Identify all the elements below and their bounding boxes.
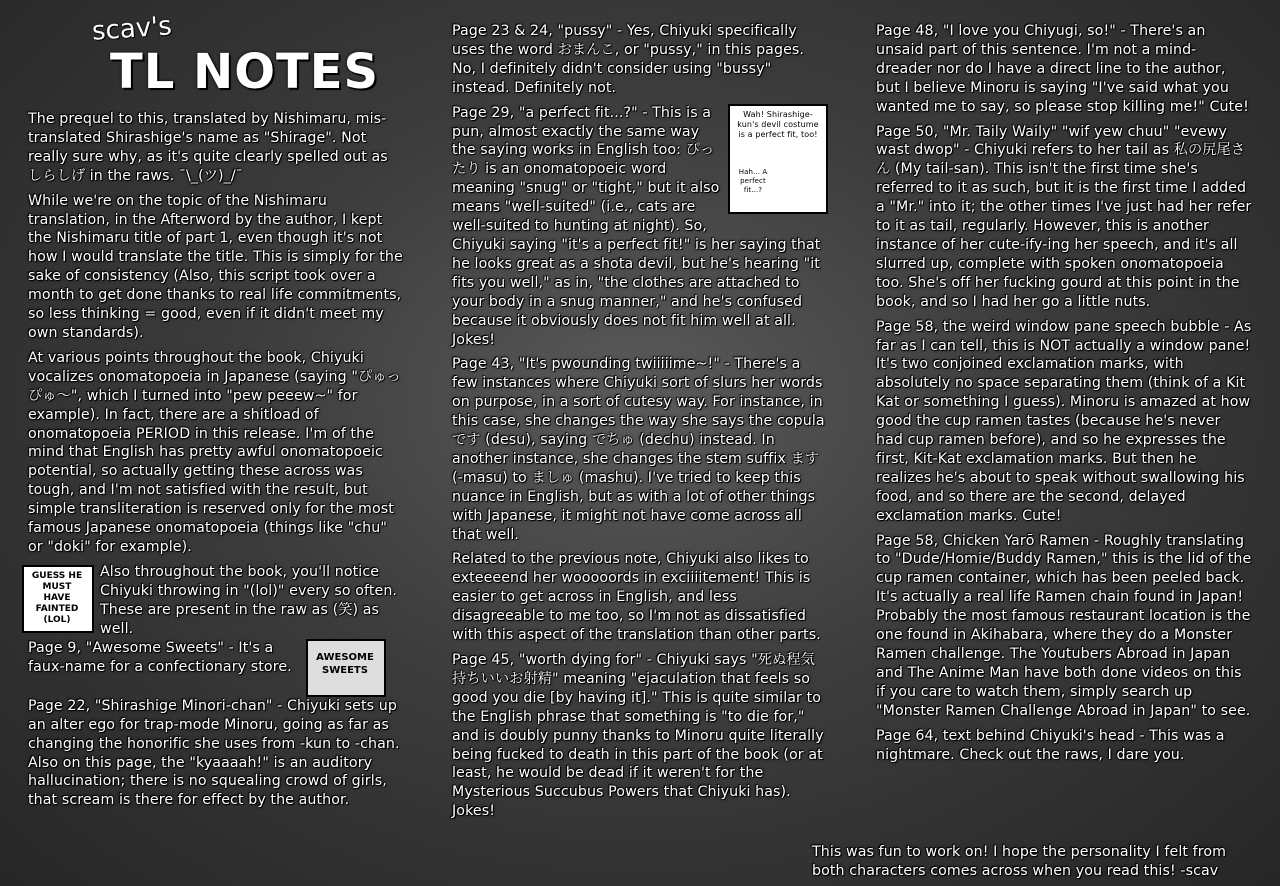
closing-note: This was fun to work on! I hope the personality I felt from both characters comes across when you read this! -scav: [812, 844, 1227, 879]
note-nishimaru-title: While we're on the topic of the Nishimaru translation, in the Afterword by the author, I kept the Nishimaru title of part 1, even though it's not how I would translate the title. This is simply for the sake of consistency (Also, this script took over a month to get done thanks to real life commitments, so less thinking = good, even if it didn't meet my own standards).: [28, 192, 403, 341]
note-page-9: Page 9, "Awesome Sweets" - It's a faux-name for a confectionary store.: [28, 639, 292, 675]
note-page-45: Page 45, "worth dying for" - Chiyuki says "死ぬ程気持ちいいお射精" meaning "ejaculation that feels so good you die [by having it]." This is quite similar to the English phrase that something is "to die for," and is doubly punny thanks to Minoru quite literally being fucked to death in this part of the book (or at least, he would be dead if it weren't for the Mysterious Succubus Powers that Chiyuki has). Jokes!: [452, 652, 824, 820]
note-page-22: Page 22, "Shirashige Minori-chan" - Chiyuki sets up an alter ego for trap-mode Minoru, going as far as changing the honorific she uses from -kun to -chan. Also on this page, the "kyaaaah!" is an auditory hallucination; there is no squealing crowd of girls, that scream is there for effect by the author.: [28, 697, 400, 809]
note-page-58-ramen: Page 58, Chicken Yarō Ramen - Roughly translating to "Dude/Homie/Buddy Ramen," this is the lid of the cup ramen container, which has been peeled back. It's actually a real life Ramen chain found in Japan! Probably the most famous restaurant location is the one found in Akihabara, where they do a Monster Ramen challenge. The Youtubers Abroad in Japan and The Anime Man have both done videos on this if you care to watch them, simply search up "Monster Ramen Challenge Abroad in Japan" to see.: [876, 532, 1252, 719]
header-subtitle: scav's: [91, 11, 173, 47]
column-3: [876, 22, 1252, 770]
note-onomatopoeia: At various points throughout the book, Chiyuki vocalizes onomatopoeia in Japanese (saying "ぴゅっぴゅ〜", which I turned into "pew peeew~" for example). In fact, there are a shitload of onomatopoeia PERIOD in this release. I'm of the mind that English has pretty awful onomatopoeic potential, so actually getting these across was tough, and I'm not satisfied with the result, but simple transliteration is reserved only for the most famous Japanese onomatopoeia (things like "chu" or "doki" for example).: [28, 349, 401, 555]
perfect-fit-small-bubble: Hah... A perfect fit...?: [738, 167, 768, 194]
note-page-50: Page 50, "Mr. Taily Waily" "wif yew chuu" "evewy wast dwop" - Chiyuki refers to her tail as 私の尻尾さん (My tail-san). This isn't the first time she's referred to it as such, but it is the first time I added a "Mr." into it; the other times I've just had her refer to it as tail, regularly. However, this is another instance of her cute-ify-ing her speech, and it's all slurred up, complete with spoken onomatopoeia too. She's off her fucking gourd at this point in the book, and so I had her go a little nuts.: [876, 123, 1252, 310]
perfect-fit-bubble: Wah! Shirashige-kun's devil costume is a perfect fit, too!: [737, 109, 819, 139]
awesome-sweets-panel: [306, 639, 386, 697]
note-page-29: Wah! Shirashige-kun's devil costume is a perfect fit, too! Hah... A perfect fit...? Page 29, "a perfect fit...?" - This is a pun, almost exactly the same way the saying works in English too: ぴったり is an onomatopoeic word meaning "snug" or "tight," but it also means "well-suited" (i.e., cats are well-suited to hunting at night). So, Chiyuki saying "it's a perfect fit!" is her saying that he looks great as a shota devil, but he's hearing "it fits you well," as in, "the clothes are attached to your body in a snug manner," and he's confused because it obviously does not fit him well at all. Jokes!: [452, 104, 828, 350]
column-2: [452, 22, 828, 827]
note-page-23-24: Page 23 & 24, "pussy" - Yes, Chiyuki specifically uses the word おまんこ, or "pussy," in this pages. No, I definitely didn't consider using "bussy" instead. Definitely not.: [452, 23, 805, 96]
note-page-58-bubble: Page 58, the weird window pane speech bubble - As far as I can tell, this is NOT actually a window pane! It's two conjoined exclamation marks, with absolutely no space separating them (think of a Kit Kat or something I guess). Minoru is amazed at how good the cup ramen tastes (because he's never had cup ramen before), and so he expresses the first, Kit-Kat exclamation marks. But then he realizes he's about to speak without swallowing his food, and so there are the second, delayed exclamation marks. Cute!: [876, 318, 1252, 524]
note-page-64: Page 64, text behind Chiyuki's head - This was a nightmare. Check out the raws, I dare you.: [876, 727, 1225, 763]
note-page-48: Page 48, "I love you Chiyugi, so!" - There's an unsaid part of this sentence. I'm not a mind-dreader nor do I have a direct line to the author, but I believe Minoru is saying "I've said what you wanted me to say, so please stop killing me!" Cute!: [876, 23, 1249, 115]
awesome-sweets-sign: AWESOME SWEETS: [316, 651, 374, 676]
perfect-fit-panel: [728, 104, 828, 214]
note-page-43: Page 43, "It's pwounding twiiiiime~!" - There's a few instances where Chiyuki sort of slurs her words on purpose, in a sort of cutesy way. For instance, in this case, she changes the way she says the copula です (desu), saying でちゅ (dechu) instead. In another instance, she changes the stem suffix ます (-masu) to ましゅ (mashu). I've tried to keep this nuance in English, but as with a lot of other things with Japanese, it might not have come across all that well.: [452, 356, 825, 543]
note-lol: Also throughout the book, you'll notice Chiyuki throwing in "(lol)" every so often. These are present in the raw as (笑) as well.: [100, 563, 398, 637]
column-1: [28, 110, 406, 816]
lol-panel-text: GUESS HE MUST HAVE FAINTED (LOL): [31, 570, 83, 625]
lol-manga-panel: [22, 565, 94, 633]
note-extend-words: Related to the previous note, Chiyuki also likes to exteeeend her wooooords in exciiiitement! This is easier to get across in English, and less disagreeable to me too, so I'm not as dissatisfied with this aspect of the translation than other parts.: [452, 551, 821, 644]
page-title: TL NOTES: [110, 44, 380, 100]
note-prequel: The prequel to this, translated by Nishimaru, mis-translated Shirashige's name as "Shirage". Not really sure why, as it's quite clearly spelled out as しらしげ in the raws. ¯\_(ツ)_/¯: [28, 111, 388, 184]
